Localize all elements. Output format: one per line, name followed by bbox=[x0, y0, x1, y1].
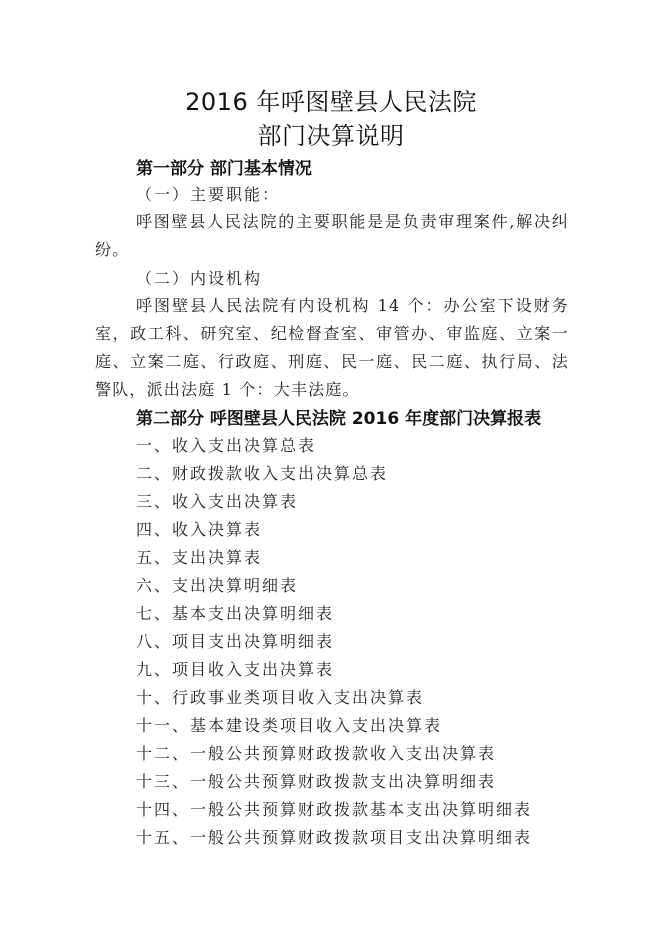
list-item: 九、项目收入支出决算表 bbox=[136, 660, 335, 679]
document-title: 2016 年呼图壁县人民法院 bbox=[185, 88, 477, 116]
part1-heading: 第一部分 部门基本情况 bbox=[136, 159, 312, 179]
list-item: 十、行政事业类项目收入支出决算表 bbox=[136, 688, 425, 707]
list-item: 四、收入决算表 bbox=[136, 520, 263, 539]
list-item: 二、财政拨款收入支出决算总表 bbox=[136, 464, 389, 483]
list-item: 十三、一般公共预算财政拨款支出决算明细表 bbox=[136, 772, 497, 791]
list-item: 七、基本支出决算明细表 bbox=[136, 604, 335, 623]
list-item: 十一、基本建设类项目收入支出决算表 bbox=[136, 716, 443, 735]
section1-paragraph: 呼图壁县人民法院的主要职能是是负责审理案件,解决纠纷。 bbox=[95, 212, 569, 259]
part2-heading: 第二部分 呼图壁县人民法院 2016 年度部门决算报表 bbox=[136, 409, 542, 429]
list-item: 十五、一般公共预算财政拨款项目支出决算明细表 bbox=[136, 828, 533, 847]
section2-paragraph: 呼图壁县人民法院有内设机构 14 个：办公室下设财务室，政工科、研究室、纪检督查室、审管办、审监庭、立案一庭、立案二庭、行政庭、刑庭、民一庭、民二庭、执行局、法警队，派出法庭 1 个：大丰法庭。 bbox=[95, 296, 569, 399]
list-item: 五、支出决算表 bbox=[136, 548, 263, 567]
list-item: 三、收入支出决算表 bbox=[136, 492, 299, 511]
list-item: 一、收入支出决算总表 bbox=[136, 436, 317, 455]
list-item: 八、项目支出决算明细表 bbox=[136, 632, 335, 651]
document-subtitle: 部门决算说明 bbox=[257, 122, 405, 150]
list-item: 十二、一般公共预算财政拨款收入支出决算表 bbox=[136, 744, 497, 763]
section2-title: （二）内设机构 bbox=[136, 269, 263, 288]
report-list bbox=[136, 432, 532, 852]
list-item: 十四、一般公共预算财政拨款基本支出决算明细表 bbox=[136, 800, 533, 819]
list-item: 六、支出决算明细表 bbox=[136, 576, 299, 595]
section1-title: （一）主要职能： bbox=[136, 185, 281, 204]
